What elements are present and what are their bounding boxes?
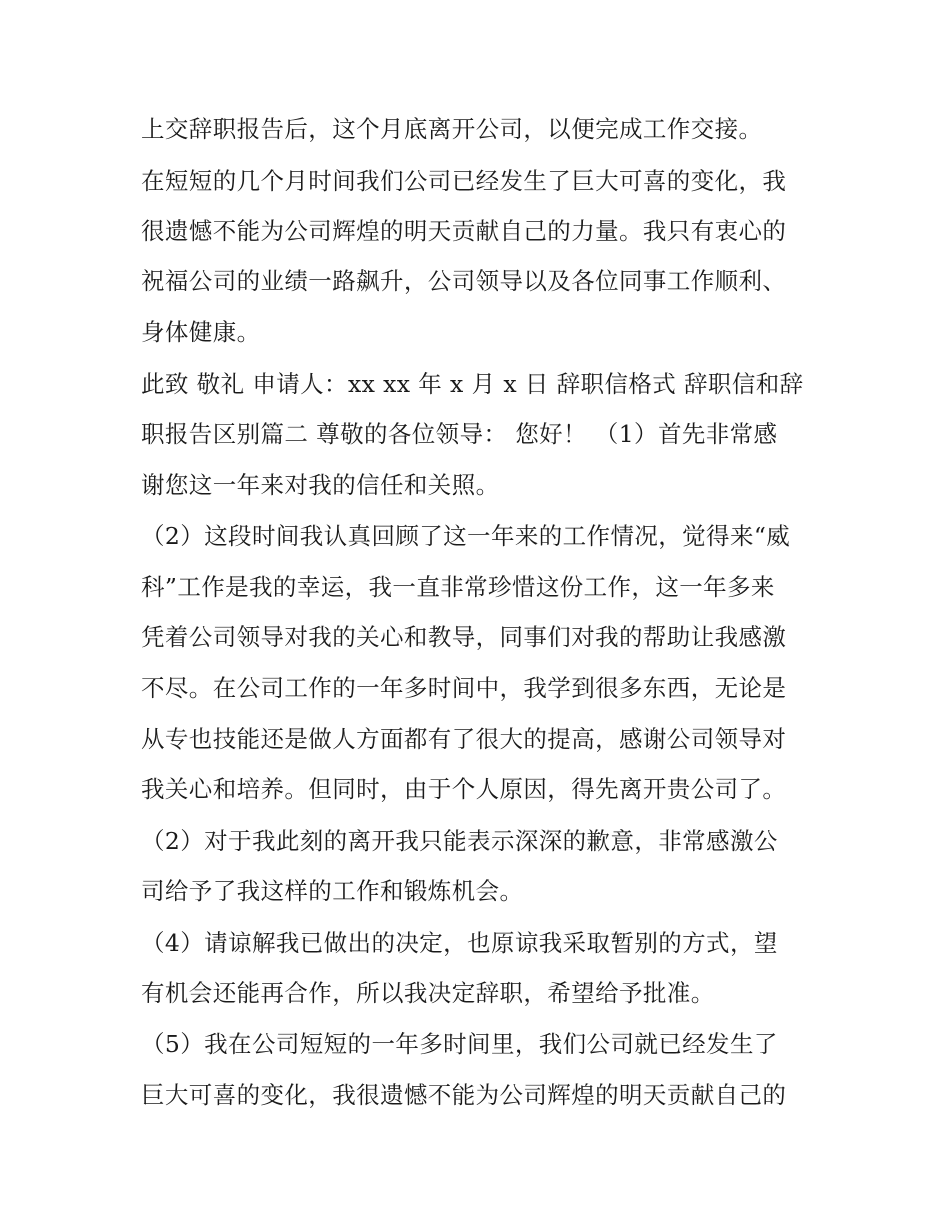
text-line: 科”工作是我的幸运，我一直非常珍惜这份工作，这一年多来 bbox=[141, 573, 775, 601]
text-line: 从专也技能还是做人方面都有了很大的提高，感谢公司领导对 bbox=[141, 725, 787, 753]
text-line: （2）对于我此刻的离开我只能表示深深的歉意，非常感激公 bbox=[141, 827, 778, 855]
text-line: （5）我在公司短短的一年多时间里，我们公司就已经发生了 bbox=[141, 1030, 778, 1058]
text-line: 我关心和培养。但同时，由于个人原因，得先离开贵公司了。 bbox=[141, 775, 787, 803]
text-line: 很遗憾不能为公司辉煌的明天贡献自己的力量。我只有衷心的 bbox=[141, 217, 787, 245]
text-line: 在短短的几个月时间我们公司已经发生了巨大可喜的变化，我 bbox=[141, 167, 787, 195]
text-line: 巨大可喜的变化，我很遗憾不能为公司辉煌的明天贡献自己的 bbox=[141, 1081, 787, 1109]
text-line: 凭着公司领导对我的关心和教导，同事们对我的帮助让我感激 bbox=[141, 623, 787, 651]
text-line: （2）这段时间我认真回顾了这一年来的工作情况，觉得来“威 bbox=[141, 522, 791, 550]
text-line: 身体健康。 bbox=[141, 318, 261, 346]
text-line: 上交辞职报告后，这个月底离开公司，以便完成工作交接。 bbox=[141, 115, 763, 143]
text-line: 此致 敬礼 申请人：xx xx 年 x 月 x 日 辞职信格式 辞职信和辞 bbox=[141, 370, 804, 398]
text-line: （4）请谅解我已做出的决定，也原谅我采取暂别的方式，望 bbox=[141, 929, 778, 957]
text-line: 司给予了我这样的工作和锻炼机会。 bbox=[141, 877, 524, 905]
text-line: 有机会还能再合作，所以我决定辞职，希望给予批准。 bbox=[141, 979, 715, 1007]
text-line: 谢您这一年来对我的信任和关照。 bbox=[141, 471, 500, 499]
text-line: 不尽。在公司工作的一年多时间中，我学到很多东西，无论是 bbox=[141, 674, 787, 702]
text-line: 祝福公司的业绩一路飙升，公司领导以及各位同事工作顺利、 bbox=[141, 267, 787, 295]
text-line: 职报告区别篇二 尊敬的各位领导： 您好！ （1）首先非常感 bbox=[141, 420, 778, 448]
